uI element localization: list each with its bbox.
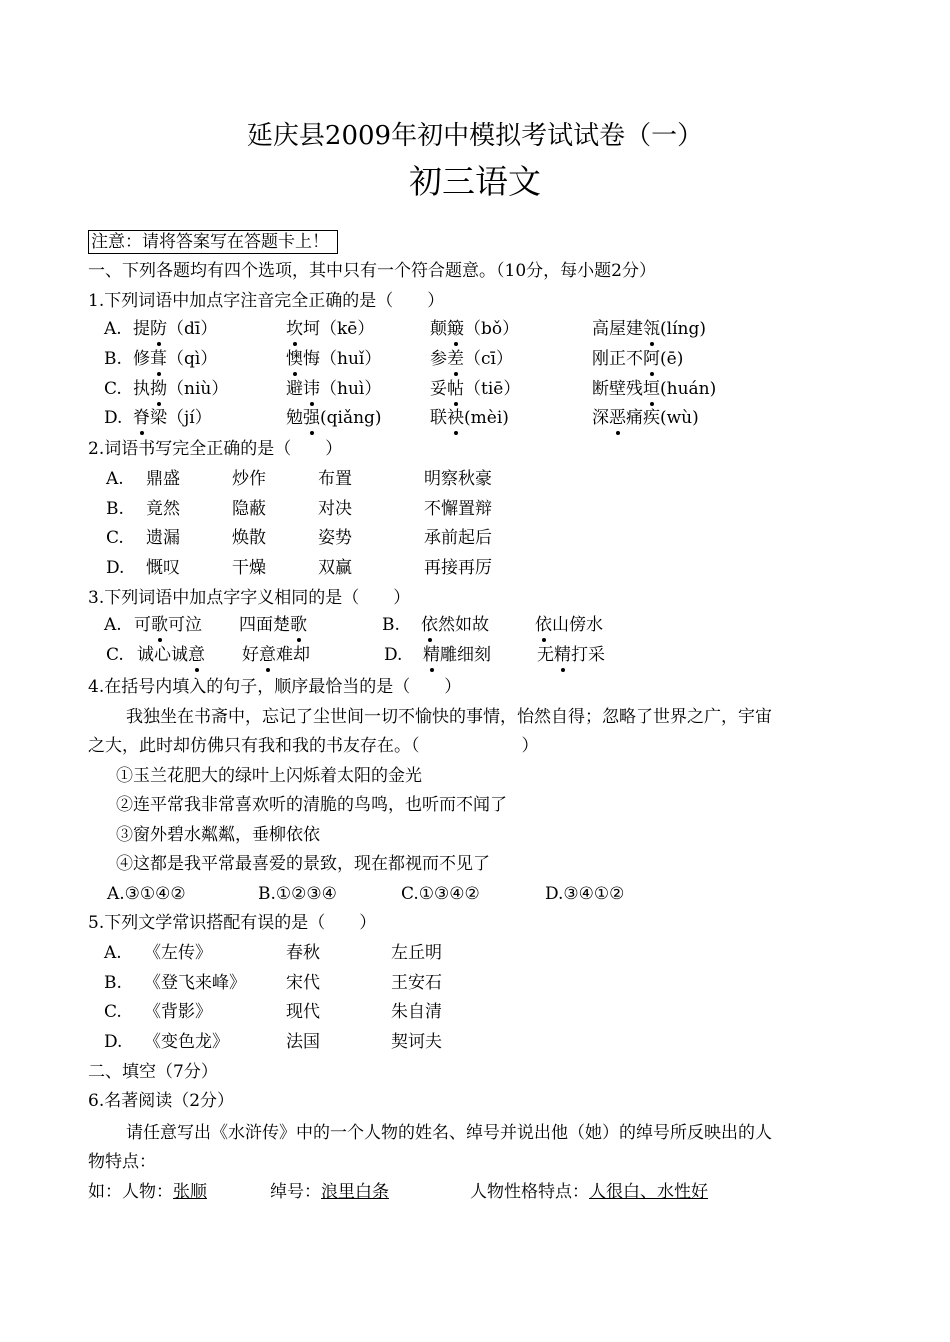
q1-c-item-3: 妥帖（tiē） xyxy=(430,379,521,399)
q2-c-word-3: 姿势 xyxy=(318,528,352,548)
q2-c-word-1: 遗漏 xyxy=(146,528,180,548)
q1-d-item-3: 联袂(mèi) xyxy=(430,408,509,428)
q2-a-word-3: 布置 xyxy=(318,469,352,489)
q5-a-author: 左丘明 xyxy=(391,943,442,963)
q6-prompt-line-2: 物特点： xyxy=(88,1152,156,1172)
q5-a-era: 春秋 xyxy=(286,943,320,963)
q3-option-d-letter: D. xyxy=(384,645,403,665)
q3-a-word-1: 可歌可泣 xyxy=(134,615,202,635)
q4-option-b: B.①②③④ xyxy=(258,884,337,904)
q2-stem: 2.词语书写完全正确的是（ ） xyxy=(88,439,343,459)
q2-option-b-letter: B. xyxy=(106,499,124,519)
q1-d-item-1: 脊梁（jí） xyxy=(133,408,212,428)
q6-example-nickname: 绰号：浪里白条 xyxy=(270,1182,389,1202)
q5-option-d-letter: D. xyxy=(104,1032,123,1052)
q1-b-item-3: 参差（cī） xyxy=(430,349,513,369)
q2-a-word-1: 鼎盛 xyxy=(146,469,180,489)
q3-d-word-2: 无精打采 xyxy=(537,645,605,665)
q1-c-item-4: 断壁残垣(huán) xyxy=(592,379,717,399)
q2-option-c-letter: C. xyxy=(106,528,124,548)
q2-a-word-4: 明察秋豪 xyxy=(424,469,492,489)
q1-option-d-letter: D. xyxy=(104,408,123,428)
q6-example-trait: 人物性格特点：人很白、水性好 xyxy=(470,1182,708,1202)
q2-d-word-1: 慨叹 xyxy=(146,558,180,578)
exam-title: 延庆县2009年初中模拟考试试卷（一） xyxy=(246,121,704,151)
q3-option-c-letter: C. xyxy=(106,645,124,665)
q3-c-word-1: 诚心诚意 xyxy=(137,645,205,665)
q2-d-word-4: 再接再厉 xyxy=(424,558,492,578)
q2-b-word-4: 不懈置辩 xyxy=(424,499,492,519)
q4-option-d: D.③④①② xyxy=(545,884,625,904)
q1-a-item-2: 坎坷（kē） xyxy=(286,319,375,339)
part1-heading: 一、下列各题均有四个选项，其中只有一个符合题意。（10分，每小题2分） xyxy=(88,261,656,281)
q1-option-a-letter: A. xyxy=(104,319,122,339)
q1-c-item-1: 执拗（niù） xyxy=(133,379,229,399)
q3-option-a-letter: A. xyxy=(104,615,122,635)
notice-box: 注意：请将答案写在答题卡上！ xyxy=(88,230,338,254)
q2-a-word-2: 炒作 xyxy=(232,469,266,489)
q1-b-item-2: 懊悔（huǐ） xyxy=(286,349,382,369)
q3-option-b-letter: B. xyxy=(382,615,400,635)
q3-b-word-2: 依山傍水 xyxy=(535,615,603,635)
q4-passage-line-2: 之大，此时却仿佛只有我和我的书友存在。（ ） xyxy=(88,736,539,756)
q4-option-c: C.①③④② xyxy=(401,884,480,904)
q4-option-a: A.③①④② xyxy=(107,884,186,904)
q3-b-word-1: 依然如故 xyxy=(421,615,489,635)
q4-sentence-4: ④这都是我平常最喜爱的景致，现在都视而不见了 xyxy=(116,854,490,874)
q3-d-word-1: 精雕细刻 xyxy=(423,645,491,665)
q2-b-word-1: 竟然 xyxy=(146,499,180,519)
q5-option-b-letter: B. xyxy=(104,973,122,993)
q1-a-item-3: 颠簸（bǒ） xyxy=(430,319,520,339)
q1-option-c-letter: C. xyxy=(104,379,122,399)
q5-d-author: 契诃夫 xyxy=(391,1032,442,1052)
q1-b-item-4: 刚正不阿(ē) xyxy=(592,349,684,369)
q2-d-word-2: 干燥 xyxy=(232,558,266,578)
q2-d-word-3: 双赢 xyxy=(318,558,352,578)
q5-c-era: 现代 xyxy=(286,1002,320,1022)
q5-stem: 5.下列文学常识搭配有误的是（ ） xyxy=(88,913,377,933)
q1-a-item-4: 高屋建瓴(líng) xyxy=(592,319,706,339)
q2-c-word-4: 承前起后 xyxy=(424,528,492,548)
q3-a-word-2: 四面楚歌 xyxy=(239,615,307,635)
q1-stem: 1.下列词语中加点字注音完全正确的是（ ） xyxy=(88,291,445,311)
q1-a-item-1: 提防（dī） xyxy=(133,319,218,339)
q2-option-a-letter: A. xyxy=(106,469,124,489)
q4-sentence-1: ①玉兰花肥大的绿叶上闪烁着太阳的金光 xyxy=(116,766,422,786)
exam-subject: 初三语文 xyxy=(409,162,541,201)
q5-option-a-letter: A. xyxy=(104,943,122,963)
q3-c-word-2: 好意难却 xyxy=(242,645,310,665)
q5-a-work: 《左传》 xyxy=(144,943,212,963)
q1-b-item-1: 修葺（qì） xyxy=(133,349,218,369)
q1-c-item-2: 避讳（huì） xyxy=(286,379,382,399)
q1-d-item-2: 勉强(qiǎng) xyxy=(286,408,382,428)
q2-b-word-2: 隐蔽 xyxy=(232,499,266,519)
q2-option-d-letter: D. xyxy=(106,558,125,578)
q5-option-c-letter: C. xyxy=(104,1002,122,1022)
q1-option-b-letter: B. xyxy=(104,349,122,369)
q5-d-era: 法国 xyxy=(286,1032,320,1052)
q1-d-item-4: 深恶痛疾(wù) xyxy=(592,408,699,428)
q4-passage-line-1: 我独坐在书斋中，忘记了尘世间一切不愉快的事情，怡然自得；忽略了世界之广，宇宙 xyxy=(126,707,772,727)
q4-sentence-2: ②连平常我非常喜欢听的清脆的鸟鸣，也听而不闻了 xyxy=(116,795,507,815)
q6-stem: 6.名著阅读（2分） xyxy=(88,1091,235,1111)
q5-b-author: 王安石 xyxy=(391,973,442,993)
q5-c-work: 《背影》 xyxy=(144,1002,212,1022)
q4-stem: 4.在括号内填入的句子，顺序最恰当的是（ ） xyxy=(88,677,462,697)
part2-heading: 二、填空（7分） xyxy=(88,1062,218,1082)
q2-c-word-2: 焕散 xyxy=(232,528,266,548)
q6-prompt-line-1: 请任意写出《水浒传》中的一个人物的姓名、绰号并说出他（她）的绰号所反映出的人 xyxy=(126,1123,772,1143)
q5-c-author: 朱自清 xyxy=(391,1002,442,1022)
q6-example-person: 如：人物：张顺 xyxy=(88,1182,207,1202)
q5-b-era: 宋代 xyxy=(286,973,320,993)
q5-d-work: 《变色龙》 xyxy=(144,1032,229,1052)
q3-stem: 3.下列词语中加点字字义相同的是（ ） xyxy=(88,588,411,608)
q4-sentence-3: ③窗外碧水粼粼，垂柳依依 xyxy=(116,825,320,845)
q2-b-word-3: 对决 xyxy=(318,499,352,519)
q5-b-work: 《登飞来峰》 xyxy=(144,973,246,993)
